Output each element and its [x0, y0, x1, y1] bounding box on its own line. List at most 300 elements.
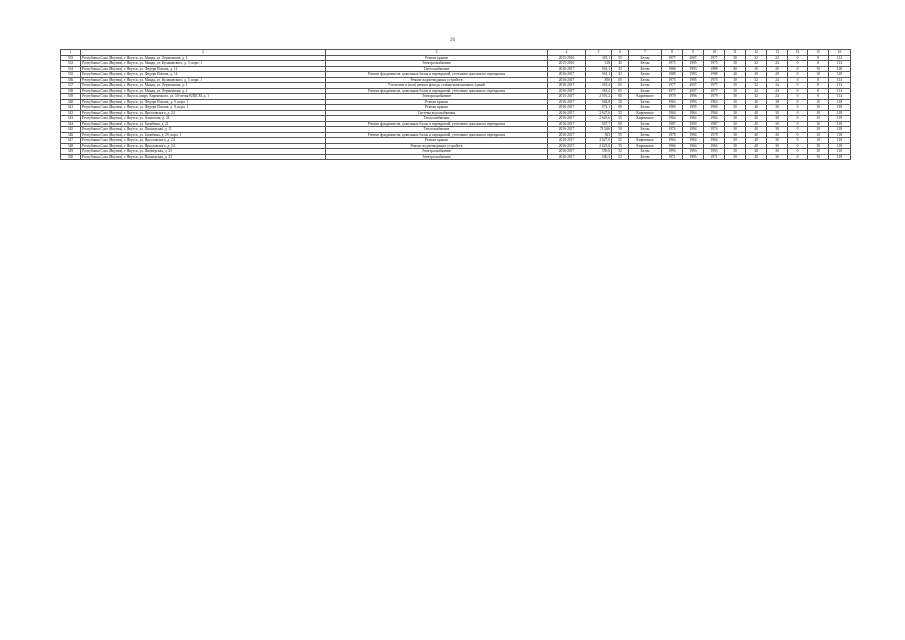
table-cell: 30	[725, 149, 746, 155]
table-cell: 318,4	[586, 83, 612, 89]
table-cell: 30	[725, 99, 746, 105]
table-cell: 341	[61, 105, 81, 111]
table-cell: 10	[808, 105, 829, 111]
table-cell: Республика Саха (Якутия), г. Якутск, ул. Пионерская, д. 23	[81, 154, 326, 160]
table-cell: 1993	[662, 149, 683, 155]
table-cell: 1964	[704, 116, 725, 122]
table-cell: 0	[788, 127, 808, 133]
table-cell: 114	[829, 83, 851, 89]
table-cell: 2015-2017	[548, 94, 586, 100]
table-cell: Республика Саха (Якутия), г. Якутск, ул. Мяндя, ул. Лермонтова, д. 1	[81, 83, 326, 89]
table-cell: 850	[586, 77, 612, 83]
table-cell: 30	[725, 121, 746, 127]
table-cell: 40	[746, 116, 767, 122]
table-cell: 1964	[704, 110, 725, 116]
table-cell: 40	[725, 66, 746, 72]
table-cell: 60	[612, 121, 629, 127]
table-cell: 1964	[683, 138, 704, 144]
table-cell: 1977	[662, 55, 683, 61]
table-cell: 348	[61, 143, 81, 149]
table-cell: 2007	[683, 88, 704, 94]
table-cell: 30	[725, 94, 746, 100]
table-cell: 1994	[683, 121, 704, 127]
table-cell: 10	[808, 110, 829, 116]
table-cell: 1964	[683, 110, 704, 116]
table-cell: 1963	[704, 99, 725, 105]
table-cell: 2016-2017	[548, 132, 586, 138]
table-cell: 2 627,6	[586, 110, 612, 116]
table-cell: 52	[612, 149, 629, 155]
table-cell: 0	[788, 61, 808, 67]
table-cell: 30	[725, 55, 746, 61]
table-cell: 2016-2017	[548, 149, 586, 155]
table-cell: Ремонт крыши	[326, 138, 548, 144]
table-cell: 118	[829, 110, 851, 116]
table-cell: Бетон	[629, 66, 662, 72]
table-cell: 713,66	[586, 127, 612, 133]
table-cell: 55	[612, 138, 629, 144]
table-cell: 346	[61, 132, 81, 138]
table-cell: Теплоснабжение	[326, 127, 548, 133]
table-cell: 65	[612, 83, 629, 89]
table-cell: Республика Саха (Якутия), г. Якутск, ул. Билибина, д. 29, корп. 1	[81, 132, 326, 138]
table-cell: 114	[829, 77, 851, 83]
table-cell: 0	[788, 88, 808, 94]
table-cell: 0	[788, 132, 808, 138]
table-cell: 30	[725, 154, 746, 160]
column-number-2: 2	[81, 50, 326, 56]
table-cell: Ремонт фундаментов, цокольных балок и перекрытий, утепление цокольного перекрытия	[326, 72, 548, 78]
table-cell: 118	[829, 138, 851, 144]
table-cell: 30	[725, 83, 746, 89]
table-cell: 1995	[683, 61, 704, 67]
table-cell: Бетон	[629, 83, 662, 89]
table-cell: Бетон	[629, 121, 662, 127]
table-cell: 338	[61, 88, 81, 94]
table-cell: 1964	[662, 110, 683, 116]
table-cell: 118	[829, 116, 851, 122]
table-cell: 2016-2017	[548, 154, 586, 160]
table-cell: 2016-2017	[548, 116, 586, 122]
table-cell: 1978	[662, 132, 683, 138]
table-cell: Бетон	[629, 55, 662, 61]
table-cell: 30	[725, 132, 746, 138]
table-cell: 10	[808, 72, 829, 78]
table-cell: Республика Саха (Якутия), г. Якутск, ул. Федора Попова, д. 14	[81, 66, 326, 72]
table-cell: 118	[829, 149, 851, 155]
table-cell: 345	[61, 127, 81, 133]
table-cell: 50	[612, 99, 629, 105]
table-cell: 0	[788, 77, 808, 83]
table-cell: 0	[788, 149, 808, 155]
table-cell: 55	[612, 55, 629, 61]
table-cell: 60	[612, 77, 629, 83]
table-cell: 114	[829, 55, 851, 61]
table-cell: 118	[829, 99, 851, 105]
table-cell: 1988	[704, 72, 725, 78]
table-cell: 2016-2017	[548, 127, 586, 133]
table-cell: 30	[767, 105, 788, 111]
table-cell: 8	[808, 83, 829, 89]
column-number-10: 10	[704, 50, 725, 56]
table-cell: 10	[808, 66, 829, 72]
table-cell: 8	[808, 61, 829, 67]
table-cell: 8	[808, 88, 829, 94]
table-cell: 118	[829, 154, 851, 160]
table-cell: 30	[767, 138, 788, 144]
table-cell: 0	[788, 99, 808, 105]
table-cell: 20	[767, 72, 788, 78]
table-cell: 0	[788, 116, 808, 122]
column-number-11: 11	[725, 50, 746, 56]
table-cell: 118	[829, 127, 851, 133]
table-cell: 65	[612, 88, 629, 94]
table-cell: 40	[746, 99, 767, 105]
table-cell: 40	[746, 127, 767, 133]
table-cell: 561,1	[586, 72, 612, 78]
table-cell: 30	[767, 143, 788, 149]
table-cell: Республика Саха (Якутия), г. Якутск, кварт. Кирпичного, ул. 50-летия ВЛКСМ, д. 1	[81, 94, 326, 100]
table-cell: 80	[612, 94, 629, 100]
table-cell: 24	[767, 94, 788, 100]
table-cell: 2016-2017	[548, 72, 586, 78]
table-cell: 340	[61, 99, 81, 105]
table-cell: 55	[612, 110, 629, 116]
column-number-16: 16	[829, 50, 851, 56]
table-cell: Бетон	[629, 99, 662, 105]
table-cell: 8	[808, 77, 829, 83]
table-cell: 547,7	[586, 121, 612, 127]
table-cell: Система водоснабжения	[326, 110, 548, 116]
table-body	[61, 55, 851, 160]
table-cell: 118	[829, 132, 851, 138]
column-number-8: 8	[662, 50, 683, 56]
table-cell: 1988	[704, 66, 725, 72]
table-row	[61, 154, 851, 160]
table-cell: 2016-2017	[548, 66, 586, 72]
table-cell: 30	[767, 116, 788, 122]
table-cell: 1964	[662, 116, 683, 122]
table-cell: 30	[725, 77, 746, 83]
table-cell: 2016-2017	[548, 77, 586, 83]
table-cell: 1977	[662, 88, 683, 94]
table-cell: 1974	[704, 127, 725, 133]
table-cell: 32	[746, 61, 767, 67]
table-cell: 30	[725, 61, 746, 67]
table-cell: 0	[788, 83, 808, 89]
table-cell: 43	[612, 72, 629, 78]
column-number-5: 5	[586, 50, 612, 56]
table-cell: 0	[788, 66, 808, 72]
table-cell: Теплоснабжение	[326, 116, 548, 122]
table-cell: Ремонт крыши	[326, 99, 548, 105]
table-cell: 344	[61, 121, 81, 127]
table-cell: 1994	[683, 127, 704, 133]
table-cell: 114	[829, 94, 851, 100]
table-cell: 30	[725, 110, 746, 116]
column-number-4: 4	[548, 50, 586, 56]
table-cell: 40	[746, 105, 767, 111]
column-number-7: 7	[629, 50, 662, 56]
table-cell: 55	[612, 143, 629, 149]
table-cell: 1977	[704, 88, 725, 94]
column-number-13: 13	[767, 50, 788, 56]
table-cell: 30	[725, 143, 746, 149]
table-cell: 30	[725, 116, 746, 122]
table-cell: 562,8	[586, 99, 612, 105]
table-cell: 0	[788, 105, 808, 111]
table-cell: 30	[767, 149, 788, 155]
table-cell: 30	[767, 154, 788, 160]
table-cell: 30	[725, 88, 746, 94]
table-cell: Ремонт водоотводящих устройств	[326, 143, 548, 149]
table-cell: Республика Саха (Якутия), г. Якутск, ул. Ярославского, д. 24	[81, 138, 326, 144]
table-cell: Республика Саха (Якутия), г. Якутск, ул. Федора Попова, д. 14	[81, 72, 326, 78]
table-cell: 1964	[704, 138, 725, 144]
table-cell: 349	[61, 149, 81, 155]
table-cell: 1975	[662, 61, 683, 67]
table-cell: Ремонт фундаментов, цокольных балок и перекрытий, утепление цокольного перекрытия	[326, 121, 548, 127]
table-cell: 30	[725, 127, 746, 133]
table-cell: 343	[61, 116, 81, 122]
table-cell: 0	[788, 55, 808, 61]
table-cell: 30	[767, 110, 788, 116]
table-cell: Республика Саха (Якутия), г. Якутск, ул. Ярославского, д. 24	[81, 110, 326, 116]
table-cell: 1975	[704, 77, 725, 83]
table-cell: 2016-2017	[548, 105, 586, 111]
table-cell: Бетон	[629, 72, 662, 78]
column-number-15: 15	[808, 50, 829, 56]
table-cell: 1979	[704, 94, 725, 100]
table-cell: Электроснабжение	[326, 94, 548, 100]
table-cell: 80	[612, 105, 629, 111]
table-cell: 8	[808, 55, 829, 61]
table-cell: 2007	[683, 55, 704, 61]
table-cell: Республика Саха (Якутия), г. Якутск, ул. Мяндя, ул. Кулаковского, д. 3, корп. 1	[81, 77, 326, 83]
table-cell: Ремонт фундаментов, цокольных балок и перекрытий, утепление цокольного перекрытия	[326, 132, 548, 138]
table-cell: 561,1	[586, 66, 612, 72]
table-cell: Теплоснабжение	[326, 66, 548, 72]
table-cell: 2016-2017	[548, 83, 586, 89]
table-cell: 540,3	[586, 154, 612, 160]
table-cell: 10	[808, 132, 829, 138]
table-cell: 1995	[683, 77, 704, 83]
table-cell: 2 623,6	[586, 143, 612, 149]
table-cell: 40	[746, 149, 767, 155]
column-number-6: 6	[612, 50, 629, 56]
table-cell: 30	[767, 99, 788, 105]
table-cell: 1988	[662, 66, 683, 72]
table-cell: 43	[612, 66, 629, 72]
table-cell: 30	[746, 66, 767, 72]
table-cell: 1964	[704, 143, 725, 149]
table-cell: 1987	[662, 121, 683, 127]
table-cell: 1980	[662, 105, 683, 111]
table-cell: 342	[61, 110, 81, 116]
table-cell: Кирпичное	[629, 110, 662, 116]
table-cell: 40	[725, 72, 746, 78]
table-cell: 336	[61, 77, 81, 83]
table-cell: Республика Саха (Якутия), г. Якутск, ул. Ярославского, д. 24	[81, 143, 326, 149]
table-cell: 32	[746, 88, 767, 94]
table-cell: 2016-2017	[548, 110, 586, 116]
table-cell: 0	[788, 154, 808, 160]
table-cell: 2016-2017	[548, 99, 586, 105]
table-cell: 318,1	[586, 55, 612, 61]
table-cell: 1975	[662, 77, 683, 83]
table-cell: 359,6	[586, 149, 612, 155]
table-cell: 1988	[662, 72, 683, 78]
table-cell: 318	[586, 61, 612, 67]
table-cell: 10	[808, 138, 829, 144]
table-cell: 24	[767, 83, 788, 89]
table-cell: 2 623,6	[586, 116, 612, 122]
column-number-9: 9	[683, 50, 704, 56]
table-cell: 1964	[662, 138, 683, 144]
table-cell: 2016-2017	[548, 138, 586, 144]
table-cell: Ремонт крыши	[326, 55, 548, 61]
table-cell: 2 627,6	[586, 138, 612, 144]
table-cell: Бетон	[629, 154, 662, 160]
table-cell: 1964	[662, 143, 683, 149]
table-cell: 30	[746, 72, 767, 78]
column-number-14: 14	[788, 50, 808, 56]
table-cell: Электроснабжение	[326, 61, 548, 67]
table-cell: Республика Саха (Якутия), г. Якутск, ул. Федора Попова, д. 9, корп. 1	[81, 99, 326, 105]
table-cell: Бетон	[629, 61, 662, 67]
column-number-3: 3	[326, 50, 548, 56]
table-cell: 120	[829, 72, 851, 78]
table-cell: 2016-2017	[548, 121, 586, 127]
table-cell: 2007	[683, 83, 704, 89]
table-cell: 1963	[662, 99, 683, 105]
table-cell: 334	[61, 66, 81, 72]
table-cell: Республика Саха (Якутия), г. Якутск, ул. Мяндя, ул. Лермонтова, д. 1	[81, 88, 326, 94]
table-cell: Кирпичное	[629, 94, 662, 100]
table-cell: 40	[746, 143, 767, 149]
table-cell: 118	[829, 105, 851, 111]
table-cell: 40	[746, 121, 767, 127]
table-cell: 0	[788, 143, 808, 149]
table-cell: 114	[829, 61, 851, 67]
table-cell: 40	[746, 132, 767, 138]
table-cell: 45	[612, 61, 629, 67]
table-cell: 1964	[683, 116, 704, 122]
table-cell: 318,4	[586, 88, 612, 94]
table-cell: 0	[788, 121, 808, 127]
table-cell: Кирпичное	[629, 116, 662, 122]
table-cell: 24	[767, 61, 788, 67]
table-cell: 1994	[683, 132, 704, 138]
table-cell: 1995	[683, 154, 704, 160]
table-cell: 1978	[704, 132, 725, 138]
column-number-1: 1	[61, 50, 81, 56]
table-cell: Республика Саха (Якутия), г. Якутск, ул. Мяндя, ул. Лермонтова, д. 1	[81, 55, 326, 61]
table-cell: 10	[808, 116, 829, 122]
table-cell: Бетон	[629, 88, 662, 94]
table-cell: Бетон	[629, 77, 662, 83]
table-cell: 1987	[704, 121, 725, 127]
table-cell: 118	[829, 143, 851, 149]
table-cell: 10	[808, 143, 829, 149]
table-cell: 0	[788, 72, 808, 78]
table-cell: 32	[746, 55, 767, 61]
table-cell: 350	[61, 154, 81, 160]
table-cell: Бетон	[629, 127, 662, 133]
table-cell: 10	[808, 127, 829, 133]
table-cell: Электроснабжение	[326, 154, 548, 160]
table-cell: 1980	[704, 105, 725, 111]
table-cell: 1974	[662, 127, 683, 133]
table-cell: 2016-2017	[548, 143, 586, 149]
table-cell: 30	[767, 127, 788, 133]
table-cell: 24	[767, 88, 788, 94]
table-cell: 30	[767, 132, 788, 138]
table-cell: Республика Саха (Якутия), г. Якутск, ул. Аммосова, д. 24	[81, 116, 326, 122]
table-cell: 572,1	[586, 105, 612, 111]
table-cell: Бетон	[629, 105, 662, 111]
table-cell: 32	[746, 83, 767, 89]
table-cell: 1971	[704, 154, 725, 160]
table-cell: 24	[767, 55, 788, 61]
column-number-12: 12	[746, 50, 767, 56]
table-cell: 10	[808, 149, 829, 155]
table-cell: 30	[725, 138, 746, 144]
table-cell: 2015-2016	[548, 55, 586, 61]
table-cell: 55	[612, 132, 629, 138]
table-cell: 335	[61, 72, 81, 78]
table-cell: 8	[808, 94, 829, 100]
table-cell: 347	[61, 138, 81, 144]
table-cell: 1979	[662, 94, 683, 100]
table-cell: 32	[746, 77, 767, 83]
table-cell: Ремонт фундаментов, цокольных балок и перекрытий, утепление цокольного перекрытия	[326, 88, 548, 94]
table-cell: 1993	[683, 99, 704, 105]
table-cell: Электроснабжение	[326, 149, 548, 155]
table-cell: Бетон	[629, 149, 662, 155]
table-cell: 1971	[662, 154, 683, 160]
table-cell: Республика Саха (Якутия), г. Якутск, ул. Пионерская, д. 23	[81, 149, 326, 155]
table-cell: 0	[788, 110, 808, 116]
table-cell: 30	[725, 105, 746, 111]
table-cell: Республика Саха (Якутия), г. Якутск, ул. Пионерская, д. 11	[81, 127, 326, 133]
table-cell: 1977	[662, 83, 683, 89]
table-cell: Республика Саха (Якутия), г. Якутск, ул. Билибина, д. 21	[81, 121, 326, 127]
table-cell: 24	[767, 77, 788, 83]
table-cell: 10	[808, 154, 829, 160]
page-number: 26	[450, 38, 455, 43]
table-cell: Утепление и (или) ремонт фасада, ставни выполненных зданий	[326, 83, 548, 89]
table-cell: 40	[746, 138, 767, 144]
table-cell: 339	[61, 94, 81, 100]
table-cell: 1993	[683, 72, 704, 78]
table-cell: 40	[746, 154, 767, 160]
table-cell: 10	[808, 99, 829, 105]
table-cell: 1977	[704, 83, 725, 89]
table-cell: 2015-2016	[548, 61, 586, 67]
table-cell: 118	[829, 121, 851, 127]
table-cell: Ремонт водоотводящих устройств	[326, 77, 548, 83]
table-cell: 333	[61, 55, 81, 61]
capital-repair-table	[60, 49, 850, 160]
table-cell: 337	[61, 83, 81, 89]
table-cell: 1996	[683, 94, 704, 100]
table-cell: 1977	[704, 55, 725, 61]
table-cell: 0	[788, 138, 808, 144]
table-cell: 1993	[704, 149, 725, 155]
table-cell: 1964	[683, 143, 704, 149]
table-cell: 333	[61, 61, 81, 67]
